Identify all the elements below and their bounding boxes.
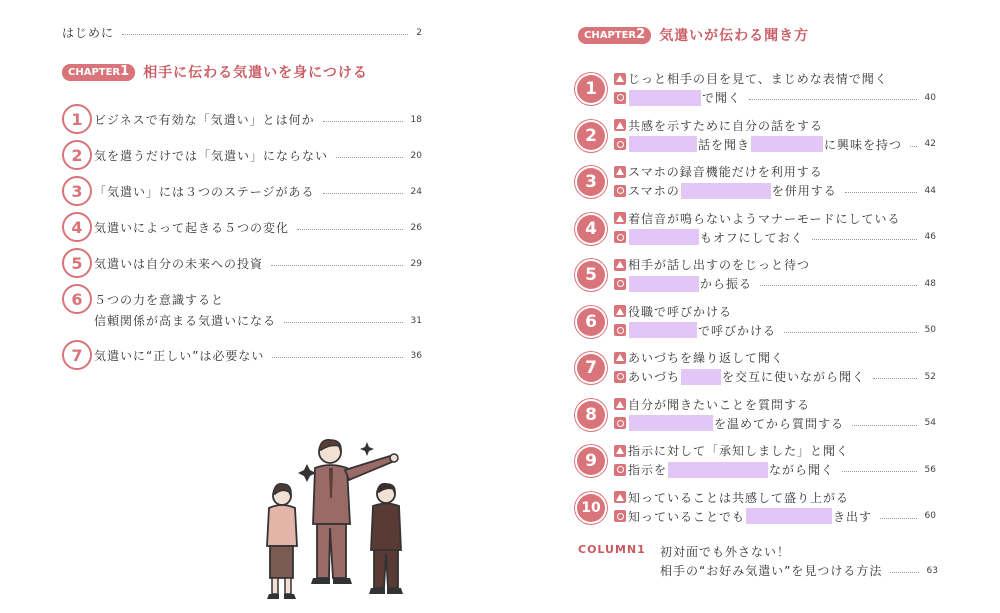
good-example-suffix: から振る <box>700 277 753 291</box>
column-label: COLUMN1 <box>578 543 646 556</box>
page-number: 18 <box>410 114 422 125</box>
good-example-suffix: もオフにしておく <box>700 230 804 245</box>
toc-item-text: 気遣いは自分の未来への投資 <box>94 257 264 271</box>
fill-in-blank <box>746 508 832 524</box>
item-number: 6 <box>577 308 605 336</box>
item-number: 4 <box>577 215 605 243</box>
fill-in-blank <box>629 322 697 338</box>
page-number: 60 <box>924 511 936 521</box>
good-example-prefix: スマホの <box>628 184 680 198</box>
leader-dots <box>880 518 917 519</box>
good-example-line[interactable] <box>614 415 936 432</box>
toc-item-text: 気遣いによって起きる５つの変化 <box>94 221 290 235</box>
toc-item[interactable] <box>94 183 422 200</box>
good-example-line[interactable] <box>614 229 936 246</box>
leader-dots <box>852 425 917 426</box>
bad-example-line <box>614 489 936 506</box>
toc-item[interactable] <box>94 219 422 236</box>
toc-item-line1[interactable] <box>94 291 422 308</box>
chapter-badge-text: CHAPTER <box>584 29 637 41</box>
leader-dots <box>272 357 402 358</box>
chapter-title: 気遣いが伝わる聞き方 <box>659 28 810 44</box>
item-number: 1 <box>62 104 92 134</box>
circle-mark-icon <box>614 185 626 197</box>
circle-mark-icon <box>614 231 626 243</box>
page-number: 31 <box>410 315 422 326</box>
bad-example-line <box>614 163 936 180</box>
item-number: 3 <box>62 176 92 206</box>
page-number: 20 <box>410 150 422 161</box>
item-number: 2 <box>577 122 605 150</box>
page-number: 56 <box>924 464 936 475</box>
circle-mark-icon <box>614 324 626 336</box>
chapter-heading <box>62 62 368 82</box>
good-example-line[interactable] <box>614 89 936 106</box>
leader-dots <box>122 34 408 35</box>
page-number: 24 <box>410 186 422 197</box>
page-number: 63 <box>926 565 938 576</box>
good-example-suffix: ながら聞く <box>769 463 835 477</box>
circle-mark-icon <box>614 138 626 150</box>
page-number: 40 <box>924 92 936 103</box>
toc-item[interactable] <box>94 147 422 164</box>
bad-example-text: 着信音が鳴らないようマナーモードにしている <box>628 211 901 226</box>
page-number: 54 <box>924 418 936 428</box>
circle-mark-icon <box>614 510 626 522</box>
circle-mark-icon <box>614 371 626 383</box>
triangle-mark-icon <box>614 166 626 178</box>
toc-item-text: ビジネスで有効な「気遣い」とは何か <box>94 113 315 127</box>
leader-dots <box>812 239 917 240</box>
fill-in-blank <box>668 462 768 478</box>
item-number: 2 <box>62 140 92 170</box>
leader-dots <box>271 265 403 266</box>
fill-in-blank <box>629 229 699 245</box>
good-example-suffix: を併用する <box>771 184 837 198</box>
good-example-line[interactable] <box>614 322 936 339</box>
chapter-badge-text: CHAPTER <box>68 66 121 78</box>
triangle-mark-icon <box>614 491 626 503</box>
triangle-mark-icon <box>614 398 626 410</box>
bad-example-line <box>614 349 936 366</box>
toc-item-text: 気を遣うだけでは「気遣い」にならない <box>94 149 329 163</box>
fill-in-blank <box>681 369 721 385</box>
bad-example-text: 指示に対して「承知しました」と聞く <box>628 444 850 458</box>
chapter-badge-number: 2 <box>636 26 646 42</box>
bad-example-text: 知っていることは共感して盛り上がる <box>628 490 850 505</box>
good-example-line[interactable] <box>614 461 936 478</box>
bad-example-line <box>614 442 936 459</box>
triangle-mark-icon <box>614 352 626 364</box>
item-number: 5 <box>577 261 605 289</box>
fill-in-blank <box>629 276 699 292</box>
leader-dots <box>890 572 918 573</box>
page-number: 44 <box>924 185 936 196</box>
item-number: 1 <box>577 75 605 103</box>
page-number: 29 <box>410 258 422 269</box>
toc-item-text: 「気遣い」には３つのステージがある <box>94 185 315 199</box>
leader-dots <box>297 229 403 230</box>
triangle-mark-icon <box>614 305 626 317</box>
good-example-suffix: を温めてから質問する <box>714 416 845 431</box>
leader-dots <box>873 378 917 379</box>
page-number: 2 <box>416 27 422 38</box>
leader-dots <box>845 192 917 193</box>
sparkle-icon <box>360 442 374 456</box>
page-number: 26 <box>410 222 422 233</box>
chapter-badge <box>62 64 135 81</box>
triangle-mark-icon <box>614 445 626 457</box>
good-example-line[interactable] <box>614 368 936 385</box>
good-example-suffix: き出す <box>833 509 873 524</box>
page-number: 42 <box>924 139 936 149</box>
bad-example-line <box>614 396 936 413</box>
leader-dots <box>784 332 917 333</box>
item-number: 8 <box>577 401 605 429</box>
good-example-prefix: あいづち <box>628 370 681 384</box>
bad-example-line <box>614 303 936 320</box>
item-number: 9 <box>577 447 605 475</box>
bad-example-text: 相手が話し出すのをじっと待つ <box>628 258 811 272</box>
good-example-suffix: で聞く <box>702 91 742 105</box>
bad-example-text: あいづちを繰り返して聞く <box>628 351 785 365</box>
sparkle-icon <box>298 464 316 482</box>
good-example-line[interactable] <box>614 182 936 199</box>
column-title-line1: 初対面でも外さない！ <box>660 545 791 559</box>
bad-example-text: じっと相手の目を見て、まじめな表情で聞く <box>628 72 888 86</box>
toc-intro-label: はじめに <box>62 26 115 40</box>
circle-mark-icon <box>614 92 626 104</box>
triangle-mark-icon <box>614 212 626 224</box>
bad-example-line <box>614 70 936 87</box>
chapter-badge-number: 1 <box>120 63 130 79</box>
item-number: 5 <box>62 248 92 278</box>
item-number: 3 <box>577 168 605 196</box>
good-example-line[interactable] <box>614 275 936 292</box>
page-number: 36 <box>410 350 422 361</box>
bad-example-line <box>614 210 936 227</box>
toc-item[interactable] <box>94 347 422 364</box>
item-number: 4 <box>62 212 92 242</box>
column-line1 <box>660 543 938 560</box>
column-title-line2: 相手の“お好み気遣い”を見つける方法 <box>660 564 883 578</box>
small-man-figure <box>369 484 403 594</box>
good-example-middle: 話を聞き <box>698 137 751 152</box>
woman-figure <box>267 484 297 599</box>
chapter-title: 相手に伝わる気遣いを身につける <box>143 65 368 81</box>
fill-in-blank <box>629 415 713 431</box>
item-number: 7 <box>577 354 605 382</box>
bad-example-text: スマホの録音機能だけを利用する <box>628 165 823 179</box>
circle-mark-icon <box>614 464 626 476</box>
good-example-line[interactable] <box>614 136 936 153</box>
leader-dots <box>336 157 403 158</box>
leader-dots <box>760 285 917 286</box>
toc-item-text: ５つの力を意識すると <box>94 293 225 307</box>
circle-mark-icon <box>614 278 626 290</box>
page-number: 46 <box>924 232 936 242</box>
leader-dots <box>323 121 403 122</box>
fill-in-blank <box>629 90 701 106</box>
chapter-badge <box>578 27 651 44</box>
leader-dots <box>323 193 403 194</box>
triangle-mark-icon <box>614 259 626 271</box>
toc-intro[interactable] <box>62 24 422 41</box>
chapter-heading <box>578 25 809 45</box>
triangle-mark-icon <box>614 119 626 131</box>
fill-in-blank <box>751 136 823 152</box>
bad-example-line <box>614 256 936 273</box>
bad-example-line <box>614 117 936 134</box>
toc-item[interactable] <box>94 255 422 272</box>
toc-item-text: 信頼関係が高まる気遣いになる <box>94 314 277 328</box>
toc-item-text: 気遣いに“正しい”は必要ない <box>94 349 265 363</box>
leader-dots <box>284 322 403 323</box>
item-number: 7 <box>62 340 92 370</box>
page-number: 50 <box>924 325 936 335</box>
column-line2 <box>660 562 938 579</box>
page-number: 52 <box>924 371 936 382</box>
fill-in-blank <box>629 136 697 152</box>
page-number: 48 <box>924 278 936 289</box>
toc-item-line2[interactable] <box>94 312 422 329</box>
fill-in-blank <box>681 183 771 199</box>
good-example-prefix: 知っていることでも <box>628 509 746 524</box>
bad-example-text: 自分が聞きたいことを質問する <box>628 397 811 412</box>
triangle-mark-icon <box>614 73 626 85</box>
item-number: 10 <box>577 494 605 522</box>
good-example-suffix: に興味を持つ <box>824 137 903 152</box>
leader-dots <box>749 99 917 100</box>
bad-example-text: 共感を示すために自分の話をする <box>628 118 824 133</box>
leader-dots <box>910 146 917 147</box>
good-example-line[interactable] <box>614 508 936 525</box>
good-example-suffix: を交互に使いながら聞く <box>722 370 866 384</box>
circle-mark-icon <box>614 417 626 429</box>
toc-item[interactable] <box>94 111 422 128</box>
leader-dots <box>842 471 917 472</box>
bad-example-text: 役職で呼びかける <box>628 304 733 319</box>
item-number: 6 <box>62 284 92 314</box>
good-example-prefix: 指示を <box>628 463 668 477</box>
good-example-suffix: で呼びかける <box>698 323 777 338</box>
business-people-illustration <box>255 428 415 606</box>
